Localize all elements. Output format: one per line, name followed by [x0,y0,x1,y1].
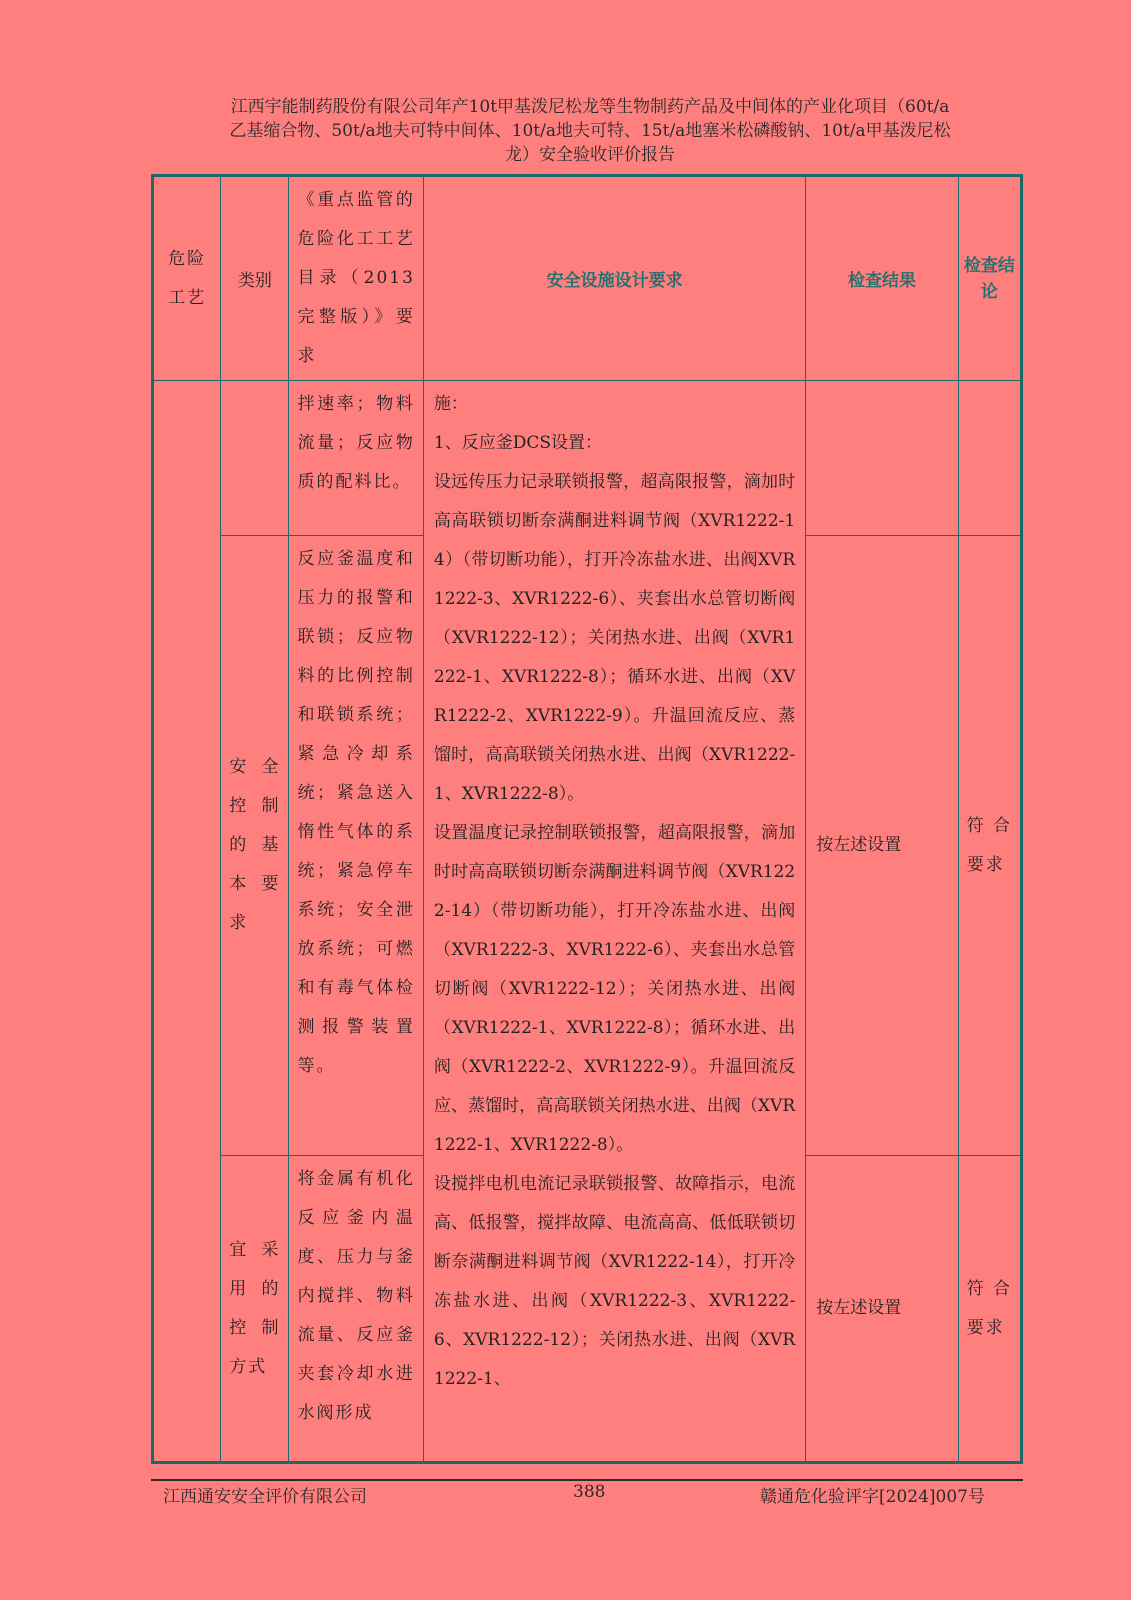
catalog-requirement-cell: 将金属有机化反应釜内温度、压力与釜内搅拌、物料流量、反应釜夹套冷却水进水阀形成 [289,1156,423,1463]
table-header-row [153,176,1022,381]
check-result-cell [806,381,959,536]
check-result-cell: 按左述设置 [806,536,959,1156]
header-catalog-requirement: 《重点监管的危险化工工艺目录（2013完整版）》要求 [289,176,423,381]
design-requirement-cell [423,381,805,1463]
design-paragraph: 设远传压力记录联锁报警，超高限报警，滴加时高高联锁切断奈满酮进料调节阀（XVR1222-14）（带切断功能），打开冷冻盐水进、出阀XVR1222-3、XVR1222-6）、夹套出水总管切断阀（XVR1222-12）；关闭热水进、出阀（XVR1222-1、XVR1222-8）；循环水进、出阀（XVR1222-2、XVR1222-9）。升温回流反应、蒸馏时，高高联锁关闭热水进、出阀（XVR1222-1、XVR1222-8）。 [433,472,796,804]
footer-divider [151,1479,1023,1481]
hazard-process-cell [153,381,221,1463]
design-paragraph: 施： [433,394,468,414]
category-cell: 宜采用的控制方式 [221,1156,289,1463]
header-line-1: 江西宇能制药股份有限公司年产10t甲基泼尼松龙等生物制药产品及中间体的产业化项目（60t/a [230,97,950,117]
design-paragraph: 1、反应釜DCS设置： [433,433,603,453]
catalog-requirement-cell: 拌速率；物料流量；反应物质的配料比。 [289,381,423,536]
design-paragraph: 设搅拌电机电流记录联锁报警、故障指示，电流高、低报警，搅拌故障、电流高高、低低联锁切断奈满酮进料调节阀（XVR1222-14），打开冷冻盐水进、出阀（XVR1222-3、XVR1222-6、XVR1222-12）；关闭热水进、出阀（XVR1222-1、 [433,1174,796,1389]
check-conclusion-cell [958,381,1021,536]
safety-check-table [151,174,1023,1464]
catalog-requirement-cell: 反应釜温度和压力的报警和联锁；反应物料的比例控制和联锁系统；紧急冷却系统；紧急送入惰性气体的系统；紧急停车系统；安全泄放系统；可燃和有毒气体检测报警装置等。 [289,536,423,1156]
report-header [150,95,1030,167]
design-paragraph: 设置温度记录控制联锁报警，超高限报警，滴加时时高高联锁切断奈满酮进料调节阀（XVR1222-14）（带切断功能），打开冷冻盐水进、出阀（XVR1222-3、XVR1222-6）、夹套出水总管切断阀（XVR1222-12）；关闭热水进、出阀（XVR1222-1、XVR1222-8）；循环水进、出阀（XVR1222-2、XVR1222-9）。升温回流反应、蒸馏时，高高联锁关闭热水进、出阀（XVR1222-1、XVR1222-8）。 [433,823,796,1155]
header-hazard-process: 危险工艺 [153,176,221,381]
header-design-requirement: 安全设施设计要求 [423,176,805,381]
header-check-result: 检查结果 [806,176,959,381]
header-check-conclusion: 检查结论 [958,176,1021,381]
footer-report-ref: 赣通危化验评字[2024]007号 [760,1487,985,1507]
header-category: 类别 [221,176,289,381]
check-result-cell: 按左述设置 [806,1156,959,1463]
check-conclusion-cell: 符合要求 [958,536,1021,1156]
header-line-2: 乙基缩合物、50t/a地夫可特中间体、10t/a地夫可特、15t/a地塞米松磷酸钠、10t/a甲基泼尼松 [229,121,951,141]
category-cell [221,381,289,536]
check-conclusion-cell: 符合要求 [958,1156,1021,1463]
footer-company: 江西通安安全评价有限公司 [163,1487,367,1507]
header-line-3: 龙）安全验收评价报告 [505,145,675,165]
footer-page-number: 388 [573,1482,606,1502]
table-row [153,381,1022,536]
category-cell: 安全控制的基本要求 [221,536,289,1156]
